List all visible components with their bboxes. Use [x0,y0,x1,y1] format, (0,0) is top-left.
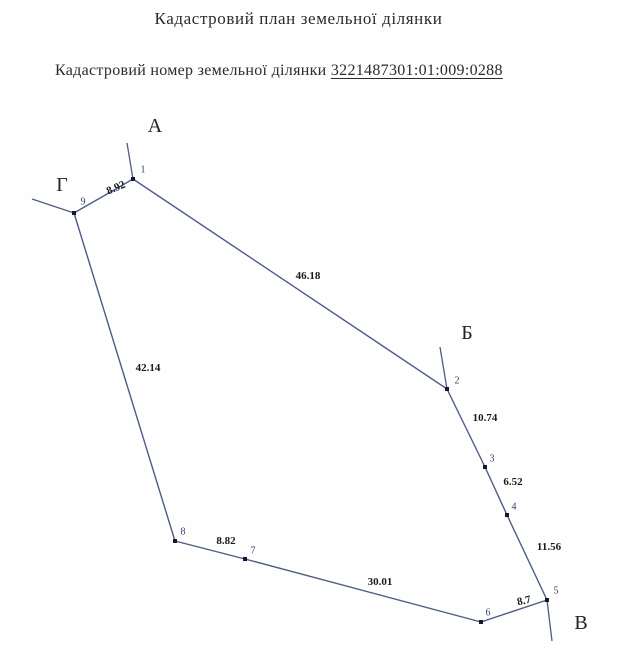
parcel-boundary [74,179,547,622]
distance-label-4-5: 11.56 [536,541,562,553]
distance-label-2-3: 10.74 [472,412,498,424]
boundary-ray-5 [547,600,552,641]
distance-label-6-7: 30.01 [367,576,393,588]
distance-label-5-6: 8.7 [516,593,532,609]
distance-label-1-2: 46.18 [295,270,321,282]
vertex-dot-9 [72,211,76,215]
vertex-dot-2 [445,387,449,391]
boundary-ray-1 [127,143,133,179]
vertex-dot-1 [131,177,135,181]
vertex-dot-6 [479,620,483,624]
vertex-dot-7 [243,557,247,561]
vertex-number-8: 8 [180,526,186,538]
vertex-dot-4 [505,513,509,517]
cadastral-number-value: 3221487301:01:009:0288 [330,62,503,79]
vertex-number-9: 9 [80,196,86,208]
distance-label-9-1: 8.92 [104,178,128,198]
vertex-number-4: 4 [511,501,517,513]
vertex-number-3: 3 [489,453,495,465]
distance-label-3-4: 6.52 [503,476,523,488]
vertex-number-6: 6 [485,607,491,619]
vertex-dot-3 [483,465,487,469]
corner-letter-Г: Г [56,174,68,196]
vertex-number-5: 5 [553,585,559,597]
corner-letter-А: А [147,115,163,137]
vertex-number-2: 2 [454,375,460,387]
boundary-ray-2 [440,347,447,389]
corner-letter-В: В [574,612,588,634]
distance-label-7-8: 8.82 [216,535,236,547]
vertex-dot-5 [545,598,549,602]
boundary-ray-9 [32,199,74,213]
distance-label-8-9: 42.14 [135,362,161,374]
vertex-number-7: 7 [250,545,256,557]
corner-letter-Б: Б [461,322,473,344]
cadastral-number-label: Кадастровий номер земельної ділянки [55,62,327,79]
vertex-dot-8 [173,539,177,543]
page-title: Кадастровий план земельної ділянки [154,9,443,28]
vertex-number-1: 1 [140,164,146,176]
